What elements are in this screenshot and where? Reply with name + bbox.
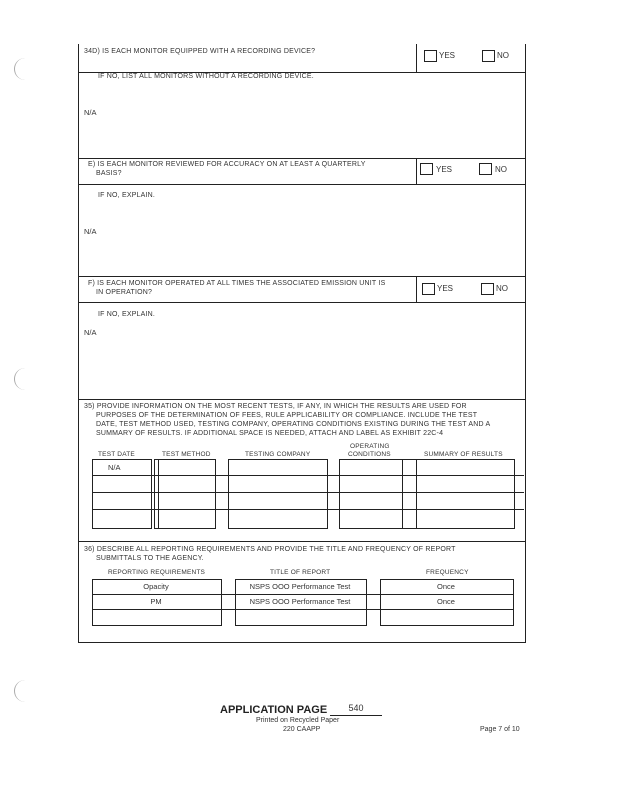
q35-header-summary: SUMMARY OF RESULTS [424,451,503,458]
reporting-table [92,579,514,629]
divider [78,541,525,542]
q36-header-frequency: FREQUENCY [426,569,469,576]
form-code: 220 CAAPP [283,726,321,733]
q36-header-requirements: REPORTING REQUIREMENTS [108,569,206,576]
row-rule [92,594,514,595]
q34e-no-checkbox[interactable] [479,163,492,175]
divider [78,184,525,185]
q34d-yes-checkbox[interactable] [424,50,437,62]
requirement-cell[interactable]: PM [150,597,162,606]
q34d-instruction: IF NO, LIST ALL MONITORS WITHOUT A RECORDING DEVICE. [98,73,314,80]
test-date-column [92,459,152,529]
q34f-no-label: NO [496,284,508,293]
q34d-yes-label: YES [439,51,456,60]
q34e-question-line1: E) IS EACH MONITOR REVIEWED FOR ACCURACY ON AT LEAST A QUARTERLY [88,161,366,168]
column-rule [402,459,403,528]
test-date-cell[interactable]: N/A [108,463,121,472]
q35-text-line1: 35) PROVIDE INFORMATION ON THE MOST RECENT TESTS, IF ANY, IN WHICH THE RESULTS ARE USED FOR [84,403,467,410]
testing-company-column [228,459,328,529]
tests-table [92,459,524,529]
row-rule [92,609,514,610]
application-page-number: 540 [330,703,382,716]
divider [78,399,525,400]
binder-punch-mark [14,680,25,702]
q36-header-title: TITLE OF REPORT [270,569,331,576]
q34f-yes-checkbox[interactable] [422,283,435,295]
frequency-cell[interactable]: Once [437,582,455,591]
conditions-summary-column [339,459,515,529]
q35-text-line4: SUMMARY OF RESULTS. IF ADDITIONAL SPACE IS NEEDED, ATTACH AND LABEL AS EXHIBIT 22C-4 [96,430,444,437]
q35-header-test-date: TEST DATE [98,451,135,458]
binder-punch-mark [14,368,25,390]
q35-header-operating: OPERATING [350,443,390,450]
q34d-no-checkbox[interactable] [482,50,495,62]
answer-column-divider [416,276,417,302]
q36-text-line1: 36) DESCRIBE ALL REPORTING REQUIREMENTS AND PROVIDE THE TITLE AND FREQUENCY OF REPORT [84,546,456,553]
q34f-no-checkbox[interactable] [481,283,494,295]
q35-text-line3: DATE, TEST METHOD USED, TESTING COMPANY, OPERATING CONDITIONS EXISTING DURING THE TEST AND A [96,421,491,428]
divider [78,276,525,277]
printed-on-recycled-paper: Printed on Recycled Paper [256,717,340,724]
q34e-answer[interactable]: N/A [84,227,97,236]
column-rule [158,459,159,528]
row-rule [92,509,524,510]
q35-header-test-method: TEST METHOD [162,451,211,458]
answer-column-divider [416,158,417,184]
q36-text-line2: SUBMITTALS TO THE AGENCY. [96,555,204,562]
q34e-instruction: IF NO, EXPLAIN. [98,192,156,199]
q34f-instruction: IF NO, EXPLAIN. [98,311,156,318]
q34f-question-line1: F) IS EACH MONITOR OPERATED AT ALL TIMES THE ASSOCIATED EMISSION UNIT IS [88,280,386,287]
title-cell[interactable]: NSPS OOO Performance Test [249,582,351,591]
divider [78,302,525,303]
q34e-yes-checkbox[interactable] [420,163,433,175]
q34e-yes-label: YES [436,165,453,174]
requirement-cell[interactable]: Opacity [143,582,169,591]
title-cell[interactable]: NSPS OOO Performance Test [249,597,351,606]
q34f-question-line2: IN OPERATION? [96,289,153,296]
q34f-answer[interactable]: N/A [84,328,97,337]
q35-header-conditions: CONDITIONS [348,451,391,458]
q34e-no-label: NO [495,165,507,174]
q34d-no-label: NO [497,51,509,60]
q35-text-line2: PURPOSES OF THE DETERMINATION OF FEES, RULE APPLICABILITY OR COMPLIANCE. INCLUDE THE TEST [96,412,478,419]
answer-column-divider [416,44,417,72]
application-page-label: APPLICATION PAGE [220,704,328,716]
q35-header-testing-company: TESTING COMPANY [245,451,311,458]
binder-punch-mark [14,58,25,80]
page-counter: Page 7 of 10 [480,726,520,733]
divider [78,158,525,159]
q34d-question: 34D) IS EACH MONITOR EQUIPPED WITH A RECORDING DEVICE? [84,48,316,55]
frequency-cell[interactable]: Once [437,597,455,606]
test-method-column [154,459,216,529]
column-rule [416,459,417,528]
q34e-question-line2: BASIS? [96,170,122,177]
q34d-answer[interactable]: N/A [84,108,97,117]
q34f-yes-label: YES [437,284,454,293]
row-rule [92,475,524,476]
row-rule [92,492,524,493]
